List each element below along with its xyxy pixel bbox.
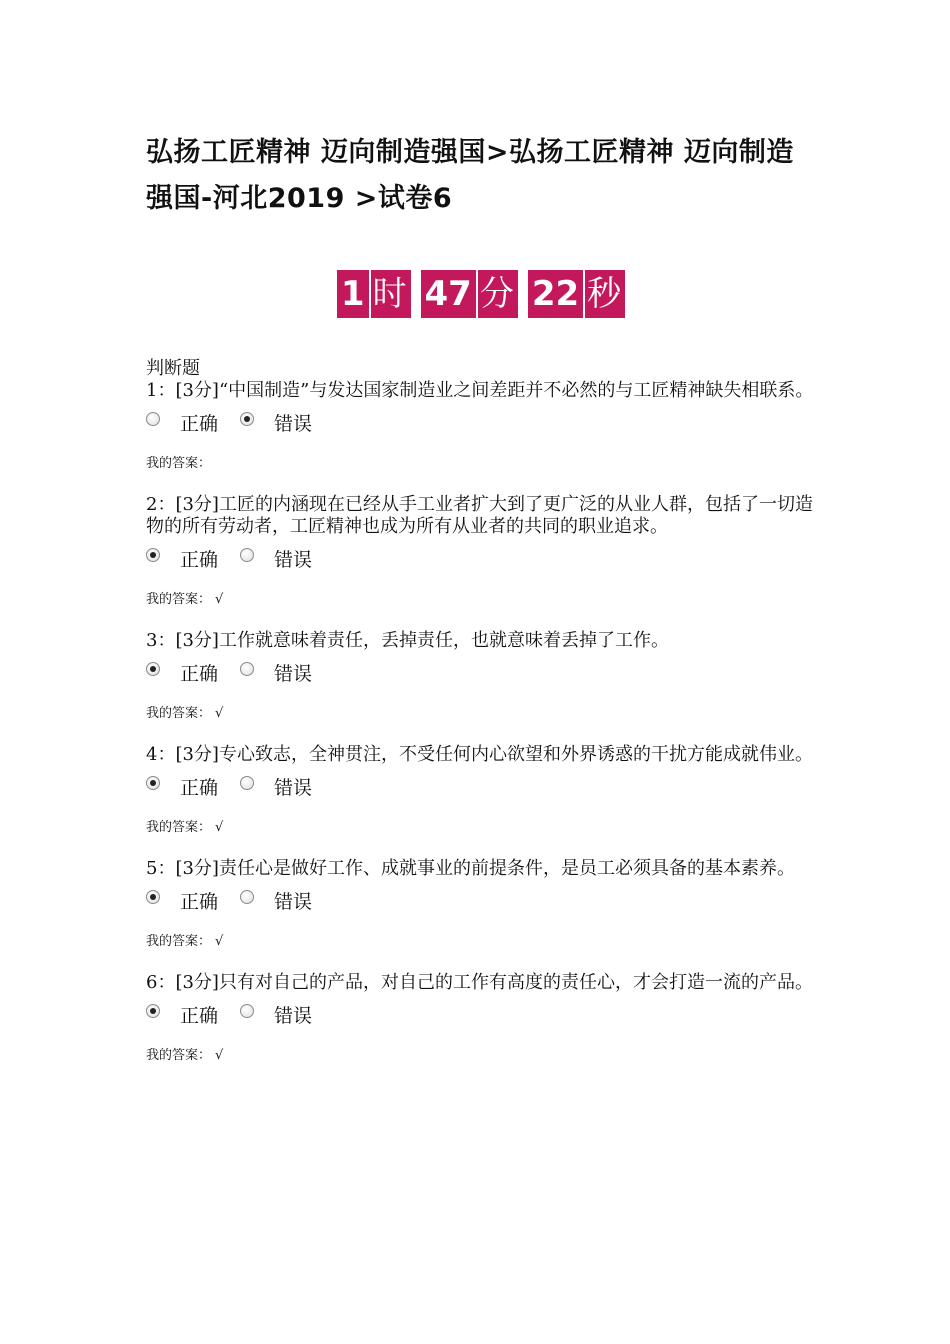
option-true-label: 正确 (180, 549, 219, 571)
question-item (146, 858, 816, 950)
option-false[interactable] (240, 777, 312, 799)
section-title: 判断题 (146, 358, 200, 379)
option-true-label: 正确 (180, 1005, 219, 1027)
my-answer (146, 592, 816, 608)
radio-false[interactable] (240, 412, 254, 426)
my-answer (146, 456, 816, 472)
option-true-label: 正确 (180, 891, 219, 913)
radio-false[interactable] (240, 776, 254, 790)
radio-false[interactable] (240, 1004, 254, 1018)
option-true[interactable] (146, 1005, 218, 1027)
my-answer-value: √ (215, 1048, 224, 1063)
question-text: 6：[3分]只有对自己的产品，对自己的工作有高度的责任心，才会打造一流的产品。 (146, 972, 813, 993)
my-answer-value: √ (215, 592, 224, 607)
my-answer (146, 706, 816, 722)
timer-minutes (421, 270, 518, 318)
question-text: 5：[3分]责任心是做好工作、成就事业的前提条件，是员工必须具备的基本素养。 (146, 858, 795, 879)
option-false[interactable] (240, 413, 312, 435)
radio-true[interactable] (146, 412, 160, 426)
option-false-label: 错误 (274, 549, 313, 571)
page-title: 弘扬工匠精神 迈向制造强国>弘扬工匠精神 迈向制造强国-河北2019 >试卷6 (146, 137, 794, 214)
option-false[interactable] (240, 663, 312, 685)
my-answer-label: 我的答案： (146, 592, 212, 607)
option-false-label: 错误 (274, 891, 313, 913)
option-false[interactable] (240, 549, 312, 571)
question-text: 1：[3分]“中国制造”与发达国家制造业之间差距并不必然的与工匠精神缺失相联系。 (146, 380, 814, 401)
question-item (146, 972, 816, 1064)
timer-seconds-unit: 秒 (585, 270, 625, 318)
my-answer-label: 我的答案： (146, 1048, 212, 1063)
timer-hours (337, 270, 411, 318)
radio-false[interactable] (240, 548, 254, 562)
question-item (146, 494, 816, 608)
my-answer (146, 820, 816, 836)
question-list (146, 380, 816, 1064)
radio-true[interactable] (146, 548, 160, 562)
option-true[interactable] (146, 777, 218, 799)
timer-seconds-value: 22 (528, 270, 583, 318)
question-item (146, 744, 816, 836)
question-item (146, 630, 816, 722)
radio-false[interactable] (240, 890, 254, 904)
exam-page (146, 130, 816, 1086)
question-text: 4：[3分]专心致志，全神贯注，不受任何内心欲望和外界诱惑的干扰方能成就伟业。 (146, 744, 813, 765)
option-true[interactable] (146, 891, 218, 913)
my-answer (146, 934, 816, 950)
question-text: 2：[3分]工匠的内涵现在已经从手工业者扩大到了更广泛的从业人群，包括了一切造物的所有劳动者，工匠精神也成为所有从业者的共同的职业追求。 (146, 494, 813, 537)
answer-options (146, 998, 816, 1034)
my-answer-value: √ (215, 820, 224, 835)
option-true[interactable] (146, 663, 218, 685)
radio-true[interactable] (146, 890, 160, 904)
radio-true[interactable] (146, 662, 160, 676)
option-false-label: 错误 (274, 1005, 313, 1027)
option-true-label: 正确 (180, 777, 219, 799)
timer-minutes-value: 47 (421, 270, 476, 318)
answer-options (146, 656, 816, 692)
my-answer-value: √ (215, 706, 224, 721)
question-item (146, 380, 816, 472)
radio-true[interactable] (146, 776, 160, 790)
radio-true[interactable] (146, 1004, 160, 1018)
option-false-label: 错误 (274, 663, 313, 685)
radio-false[interactable] (240, 662, 254, 676)
question-text: 3：[3分]工作就意味着责任，丢掉责任，也就意味着丢掉了工作。 (146, 630, 669, 651)
answer-options (146, 770, 816, 806)
option-true-label: 正确 (180, 663, 219, 685)
my-answer (146, 1048, 816, 1064)
timer-seconds (528, 270, 625, 318)
timer-hours-unit: 时 (371, 270, 411, 318)
my-answer-label: 我的答案： (146, 706, 212, 721)
option-true[interactable] (146, 549, 218, 571)
timer-hours-value: 1 (337, 270, 369, 318)
option-false[interactable] (240, 891, 312, 913)
answer-options (146, 406, 816, 442)
timer-minutes-unit: 分 (478, 270, 518, 318)
option-false-label: 错误 (274, 413, 313, 435)
option-false[interactable] (240, 1005, 312, 1027)
my-answer-label: 我的答案： (146, 456, 212, 471)
countdown-timer (146, 268, 816, 320)
my-answer-value: √ (215, 934, 224, 949)
option-false-label: 错误 (274, 777, 313, 799)
option-true-label: 正确 (180, 413, 219, 435)
my-answer-label: 我的答案： (146, 934, 212, 949)
option-true[interactable] (146, 413, 218, 435)
answer-options (146, 542, 816, 578)
answer-options (146, 884, 816, 920)
my-answer-label: 我的答案： (146, 820, 212, 835)
